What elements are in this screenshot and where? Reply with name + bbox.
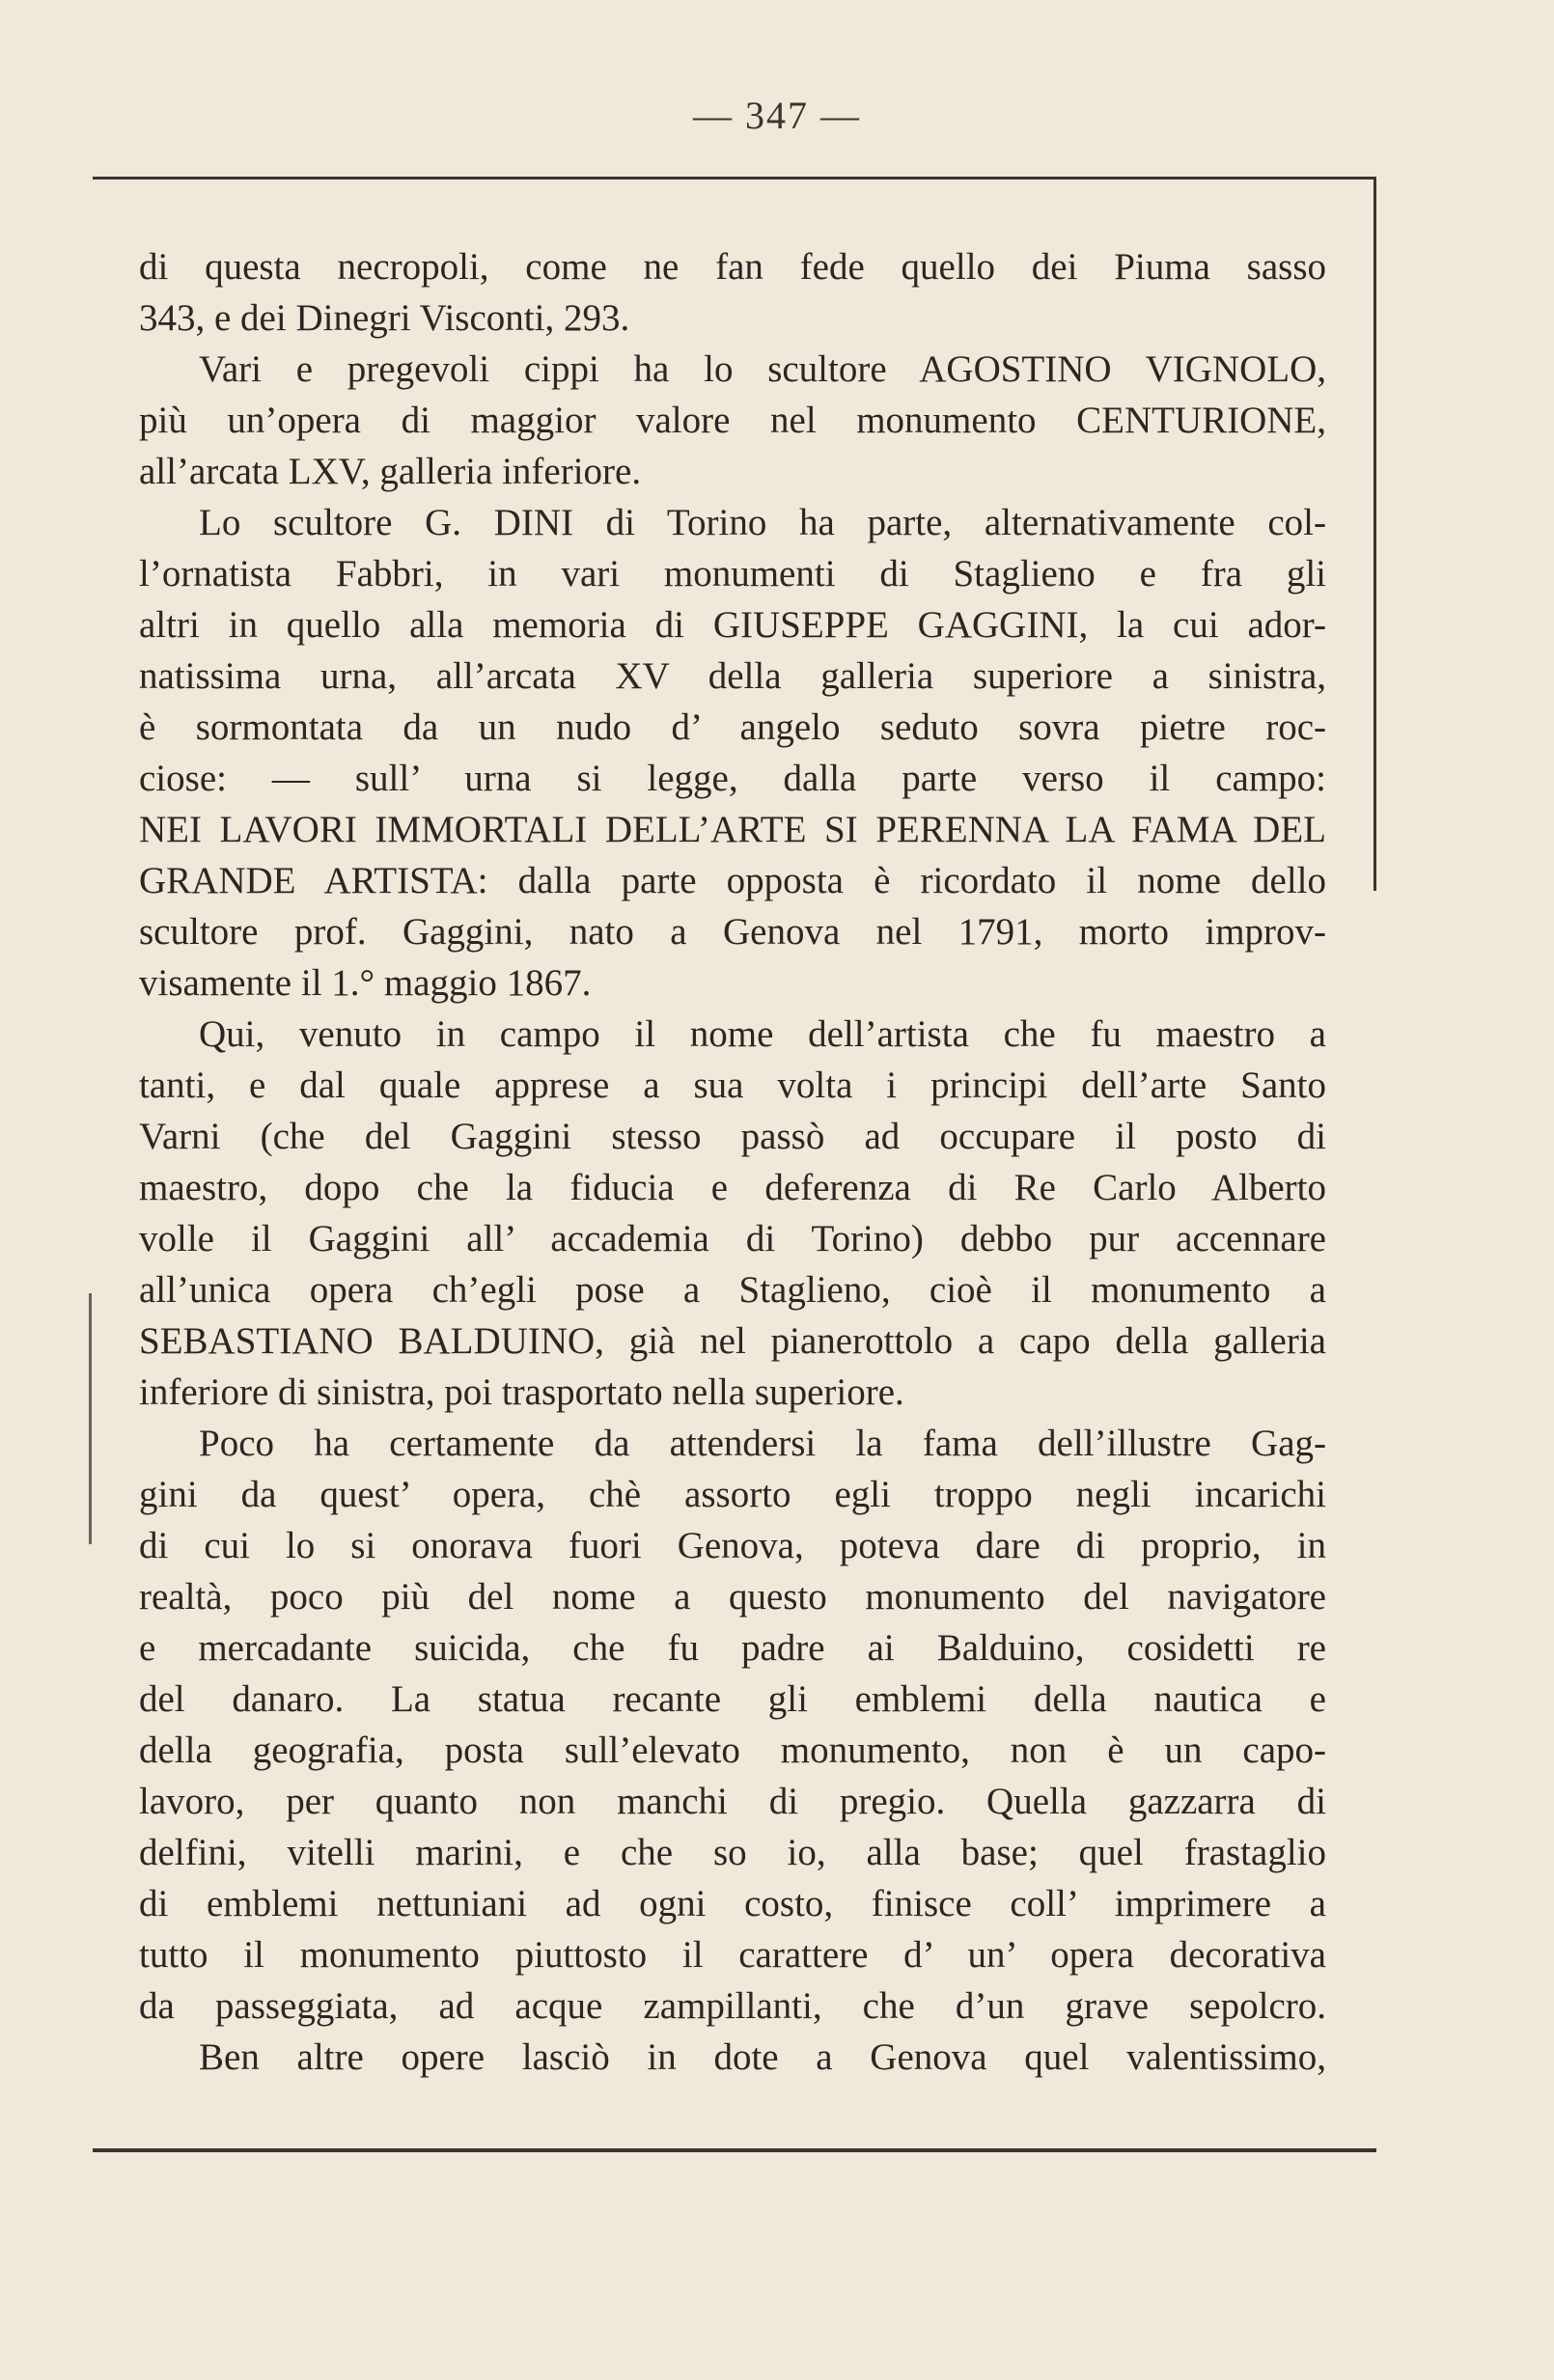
text-line: GRANDE ARTISTA: dalla parte opposta è ricordato il nome dello bbox=[139, 860, 1326, 901]
text-line: tanti, e dal quale apprese a sua volta i principi dell’arte Santo bbox=[139, 1065, 1326, 1106]
text-line: maestro, dopo che la fiducia e deferenza di Re Carlo Alberto bbox=[139, 1167, 1326, 1208]
text-line: del danaro. La statua recante gli emblemi della nautica e bbox=[139, 1678, 1326, 1720]
text-line: altri in quello alla memoria di GIUSEPPE GAGGINI, la cui ador- bbox=[139, 604, 1326, 646]
text-line: tutto il monumento piuttosto il carattere d’ un’ opera decorativa bbox=[139, 1934, 1326, 1976]
text-line: di cui lo si onorava fuori Genova, poteva dare di proprio, in bbox=[139, 1525, 1326, 1566]
text-line: della geografia, posta sull’elevato monumento, non è un capo- bbox=[139, 1730, 1326, 1771]
text-line: lavoro, per quanto non manchi di pregio. Quella gazzarra di bbox=[139, 1781, 1326, 1822]
right-margin-rule bbox=[1374, 177, 1376, 891]
text-line: delfini, vitelli marini, e che so io, alla base; quel frastaglio bbox=[139, 1832, 1326, 1873]
text-line: è sormontata da un nudo d’ angelo seduto sovra pietre roc- bbox=[139, 706, 1326, 748]
text-line: all’unica opera ch’egli pose a Staglieno, cioè il monumento a bbox=[139, 1269, 1326, 1311]
text-line: SEBASTIANO BALDUINO, già nel pianerottolo a capo della galleria bbox=[139, 1320, 1326, 1362]
text-line: NEI LAVORI IMMORTALI DELL’ARTE SI PERENNA LA FAMA DEL bbox=[139, 809, 1326, 850]
text-line: Poco ha certamente da attendersi la fama dell’illustre Gag- bbox=[199, 1423, 1326, 1464]
text-line: all’arcata LXV, galleria inferiore. bbox=[139, 451, 642, 492]
text-line: inferiore di sinistra, poi trasportato nella superiore. bbox=[139, 1371, 904, 1413]
bottom-rule bbox=[93, 2148, 1376, 2152]
text-line: da passeggiata, ad acque zampillanti, che d’un grave sepolcro. bbox=[139, 1985, 1326, 2027]
text-line: di emblemi nettuniani ad ogni costo, finisce coll’ imprimere a bbox=[139, 1883, 1326, 1924]
left-margin-rule bbox=[89, 1293, 92, 1544]
page-number: — 347 — bbox=[693, 94, 861, 137]
text-line: visamente il 1.° maggio 1867. bbox=[139, 962, 592, 1004]
top-rule bbox=[93, 177, 1376, 180]
text-line: Vari e pregevoli cippi ha lo scultore AGOSTINO VIGNOLO, bbox=[199, 348, 1326, 390]
text-line: scultore prof. Gaggini, nato a Genova nel 1791, morto improv- bbox=[139, 911, 1326, 953]
text-line: l’ornatista Fabbri, in vari monumenti di Staglieno e fra gli bbox=[139, 553, 1326, 595]
text-line: più un’opera di maggior valore nel monumento CENTURIONE, bbox=[139, 400, 1326, 441]
text-line: Qui, venuto in campo il nome dell’artista che fu maestro a bbox=[199, 1013, 1326, 1055]
text-line: realtà, poco più del nome a questo monumento del navigatore bbox=[139, 1576, 1326, 1618]
text-line: 343, e dei Dinegri Visconti, 293. bbox=[139, 297, 630, 339]
text-line: ciose: — sull’ urna si legge, dalla parte verso il campo: bbox=[139, 758, 1326, 799]
text-line: di questa necropoli, come ne fan fede quello dei Piuma sasso bbox=[139, 246, 1326, 288]
text-line: gini da quest’ opera, chè assorto egli troppo negli incarichi bbox=[139, 1474, 1326, 1515]
text-line: natissima urna, all’arcata XV della galleria superiore a sinistra, bbox=[139, 655, 1326, 697]
body-text bbox=[139, 241, 1326, 2083]
text-line: volle il Gaggini all’ accademia di Torino) debbo pur accennare bbox=[139, 1218, 1326, 1259]
text-line: Ben altre opere lasciò in dote a Genova quel valentissimo, bbox=[199, 2036, 1326, 2078]
text-line: e mercadante suicida, che fu padre ai Balduino, cosidetti re bbox=[139, 1627, 1326, 1669]
text-line: Varni (che del Gaggini stesso passò ad occupare il posto di bbox=[139, 1116, 1326, 1157]
text-line: Lo scultore G. DINI di Torino ha parte, alternativamente col- bbox=[199, 502, 1326, 543]
